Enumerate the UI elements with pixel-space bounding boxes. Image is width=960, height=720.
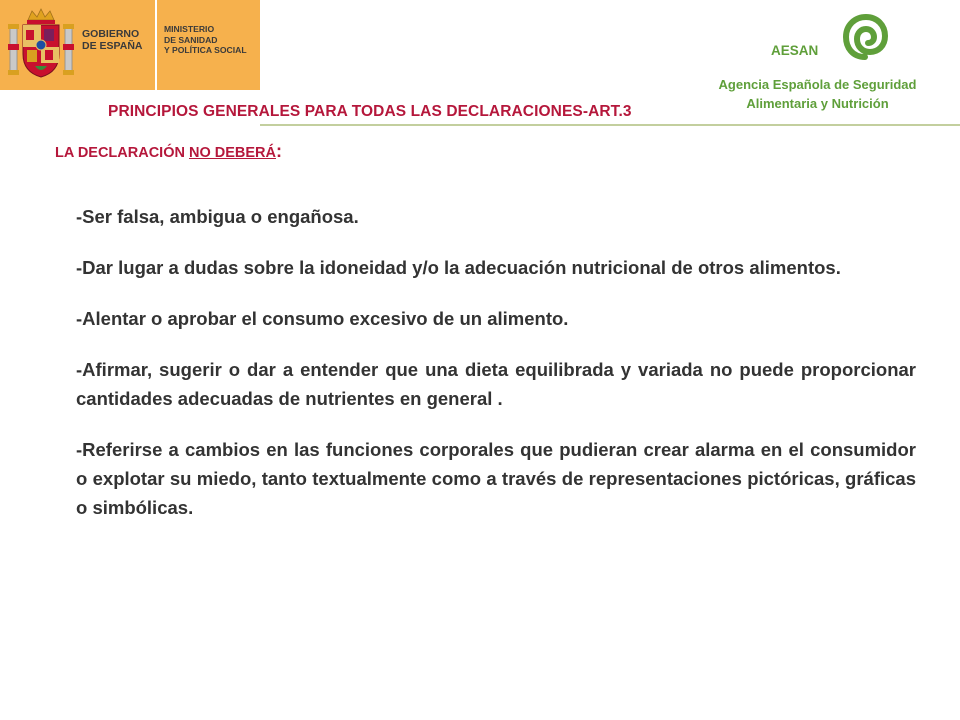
bullet-list — [76, 202, 916, 544]
banner-divider — [155, 0, 157, 90]
bullet-item: -Ser falsa, ambigua o engañosa. — [76, 206, 359, 227]
subtitle-prefix: LA DECLARACIÓN — [55, 145, 189, 161]
bullet-item: -Afirmar, sugerir o dar a entender que una dieta equilibrada y variada no puede proporcionar cantidades adecuadas de nutrientes en general . — [76, 359, 916, 409]
subtitle-colon: : — [276, 141, 282, 161]
government-banner — [0, 0, 260, 90]
subtitle-emphasis: NO DEBERÁ — [188, 145, 276, 161]
aesan-full-name: Agencia Española de Seguridad Alimentaria y Nutrición — [718, 77, 917, 111]
coat-of-arms-icon — [8, 8, 74, 80]
slide-title: PRINCIPIOS GENERALES PARA TODAS LAS DECLARACIONES-ART.3 — [108, 103, 632, 120]
aesan-name: AESAN — [771, 43, 819, 58]
aesan-spiral-icon — [843, 13, 888, 62]
bullet-item: -Referirse a cambios en las funciones corporales que pudieran crear alarma en el consumidor o explotar su miedo, tanto textualmente como a través de representaciones pictóricas, gráficas o simbólicas. — [76, 439, 916, 518]
bullet-item: -Alentar o aprobar el consumo excesivo de un alimento. — [76, 308, 569, 329]
slide-subtitle — [55, 141, 282, 162]
ministerio-text: MINISTERIO DE SANIDAD Y POLÍTICA SOCIAL — [164, 24, 247, 55]
bullet-item: -Dar lugar a dudas sobre la idoneidad y/o la adecuación nutricional de otros alimentos. — [76, 257, 841, 278]
header-rule — [260, 124, 960, 126]
gobierno-de-espana-text: GOBIERNO DE ESPAÑA — [82, 28, 143, 52]
